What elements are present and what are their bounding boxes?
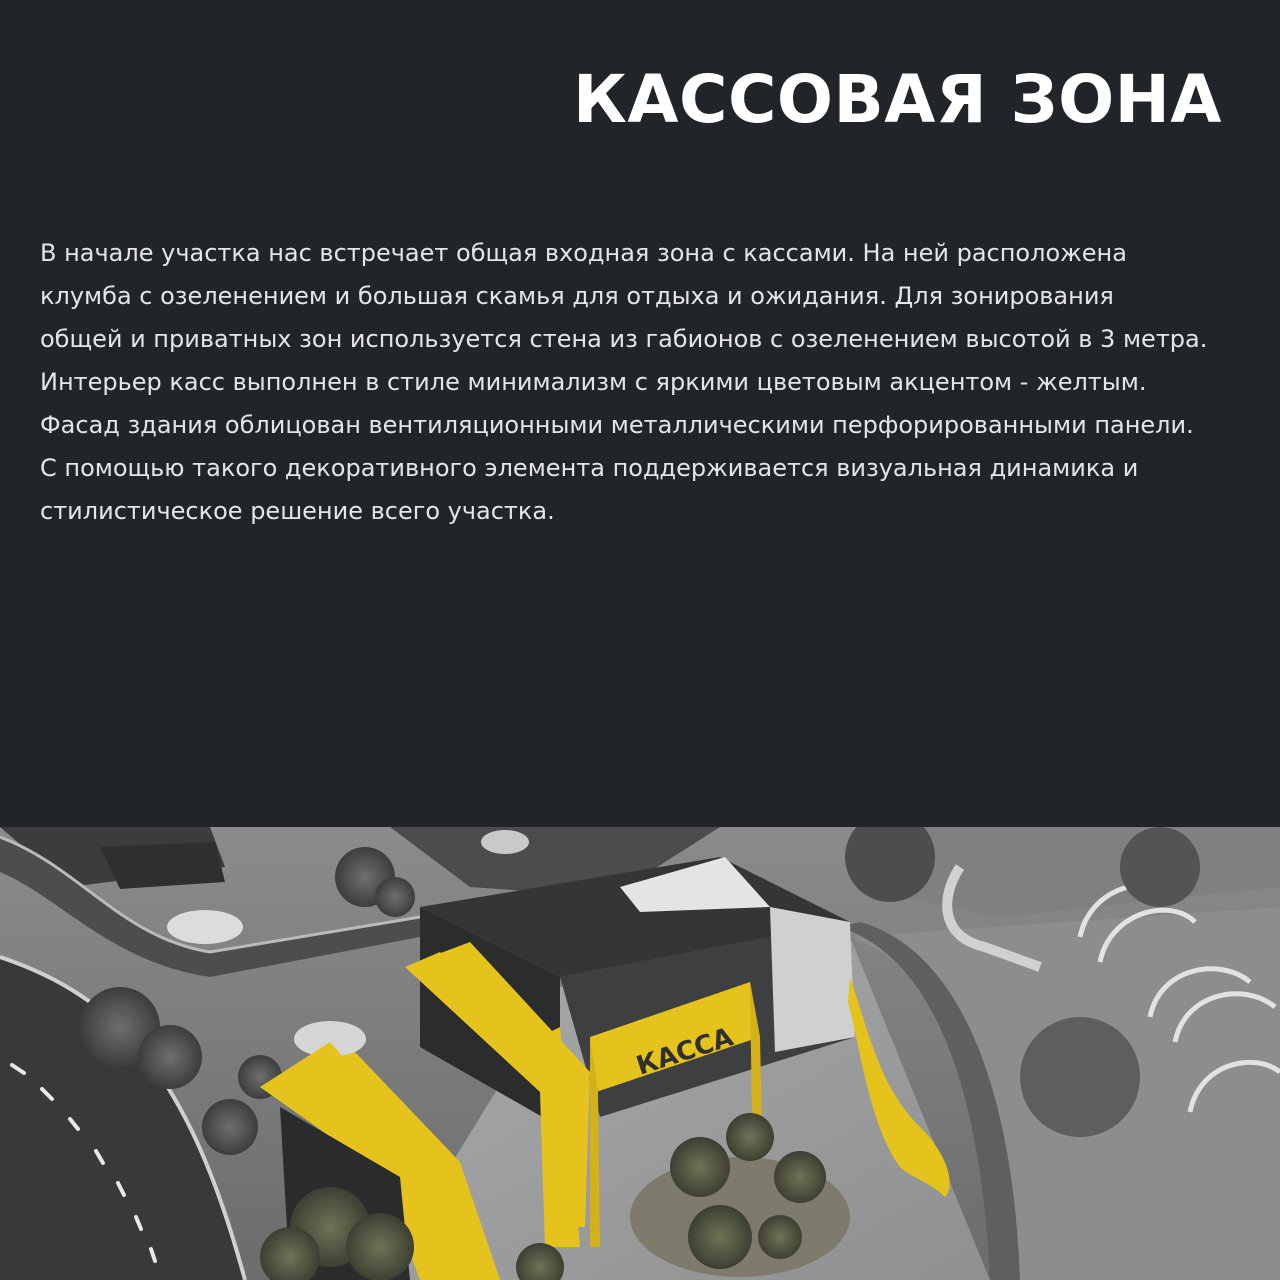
render-illustration	[0, 827, 1280, 1280]
white-wall	[770, 907, 855, 1052]
description-line: С помощью такого декоративного элемента поддерживается визуальная динамика и	[40, 454, 1139, 482]
lawn-circle	[1020, 1017, 1140, 1137]
description-line: стилистическое решение всего участка.	[40, 497, 555, 525]
description-line: Фасад здания облицован вентиляционными металлическими перфорированными панели.	[40, 411, 1194, 439]
description-line: В начале участка нас встречает общая входная зона с кассами. На ней расположена	[40, 239, 1127, 267]
kassa-sign: КАССА	[632, 1022, 737, 1082]
description-line: общей и приватных зон используется стена из габионов с озеленением высотой в 3 метра.	[40, 325, 1208, 353]
car	[167, 910, 243, 944]
description-line: клумба с озеленением и большая скамья для отдыха и ожидания. Для зонирования	[40, 282, 1114, 310]
car	[481, 830, 529, 854]
description-paragraph	[40, 232, 1240, 533]
pergola	[1120, 827, 1200, 907]
page-title: КАССОВАЯ ЗОНА	[572, 61, 1222, 138]
description-line: Интерьер касс выполнен в стиле минимализм с яркими цветовым акцентом - желтым.	[40, 368, 1147, 396]
cash-zone-render-image	[0, 827, 1280, 1280]
shelter-side	[100, 842, 225, 889]
